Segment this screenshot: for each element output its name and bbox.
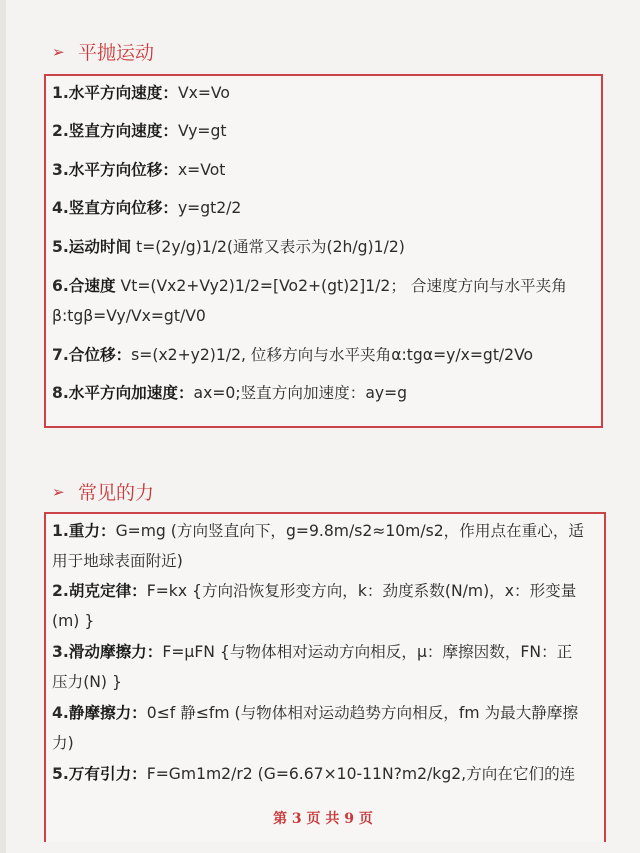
item-number: 4. <box>52 704 69 722</box>
item-number: 6. <box>52 277 69 295</box>
item-label: 静摩擦力： <box>68 704 147 722</box>
item-text-continued: β:tgβ=Vy/Vx=gt/V0 <box>52 307 206 325</box>
item-text: G=mg (方向竖直向下，g=9.8m/s2≈10m/s2，作用点在重心，适 <box>115 522 585 540</box>
list-item <box>52 516 596 576</box>
item-label: 合速度 <box>68 277 116 295</box>
list-item <box>52 232 593 262</box>
item-number: 7. <box>52 346 69 364</box>
list-item <box>52 193 593 223</box>
document-page <box>6 0 640 853</box>
item-text: Vx=Vo <box>177 84 230 102</box>
arrow-bullet-icon: ➢ <box>52 42 65 61</box>
item-text-continued: 压力(N) } <box>52 673 122 691</box>
item-text: Vy=gt <box>177 122 227 140</box>
item-text-continued: 力) <box>52 734 74 752</box>
item-label: 合位移： <box>68 346 132 364</box>
item-text: x=Vot <box>177 161 226 179</box>
item-number: 1. <box>52 522 69 540</box>
item-label: 水平方向速度： <box>68 84 178 102</box>
item-label: 胡克定律： <box>68 582 147 600</box>
list-item <box>52 116 593 146</box>
section-title-forces <box>52 478 154 505</box>
item-label: 水平方向加速度： <box>68 384 194 402</box>
item-text: t=(2y/g)1/2(通常又表示为(2h/g)1/2) <box>131 238 405 256</box>
item-text: F=kx {方向沿恢复形变方向，k：劲度系数(N/m)，x：形变量 <box>146 582 577 600</box>
item-label: 竖直方向速度： <box>68 122 178 140</box>
item-number: 2. <box>52 122 69 140</box>
list-item <box>52 271 593 331</box>
item-number: 3. <box>52 643 69 661</box>
item-text: F=Gm1m2/r2 (G=6.67×10-11N?m2/kg2,方向在它们的连 <box>146 765 576 783</box>
list-item <box>52 576 596 636</box>
list-item <box>52 698 596 758</box>
item-text-continued: (m) } <box>52 612 95 630</box>
item-number: 5. <box>52 765 69 783</box>
list-item <box>52 759 596 789</box>
arrow-bullet-icon: ➢ <box>52 482 65 501</box>
item-number: 2. <box>52 582 69 600</box>
item-text-continued: 用于地球表面附近) <box>52 552 183 570</box>
item-label: 竖直方向位移： <box>68 199 178 217</box>
list-item <box>52 78 593 108</box>
item-number: 3. <box>52 161 69 179</box>
item-number: 8. <box>52 384 69 402</box>
item-text: F=μFN {与物体相对运动方向相反，μ：摩擦因数，FN：正 <box>162 643 573 661</box>
item-text: 0≤f 静≤fm (与物体相对运动趋势方向相反，fm 为最大静摩擦 <box>146 704 579 722</box>
item-label: 重力： <box>68 522 116 540</box>
projectile-formula-box <box>44 74 603 428</box>
list-item <box>52 378 593 408</box>
item-label: 滑动摩擦力： <box>68 643 163 661</box>
list-item <box>52 340 593 370</box>
item-text: y=gt2/2 <box>177 199 242 217</box>
forces-formula-box <box>44 512 606 842</box>
item-label: 水平方向位移： <box>68 161 178 179</box>
section-title-text: 平抛运动 <box>78 42 155 64</box>
list-item <box>52 155 593 185</box>
item-text: s=(x2+y2)1/2, 位移方向与水平夹角α:tgα=y/x=gt/2Vo <box>131 346 534 364</box>
item-number: 1. <box>52 84 69 102</box>
section-title-projectile <box>52 38 154 65</box>
item-number: 5. <box>52 238 69 256</box>
list-item <box>52 637 596 697</box>
item-text: Vt=(Vx2+Vy2)1/2=[Vo2+(gt)2]1/2； 合速度方向与水平夹角 <box>115 277 567 295</box>
page-number-footer: 第 3 页 共 9 页 <box>273 811 373 827</box>
section-title-text: 常见的力 <box>78 482 155 504</box>
item-label: 万有引力： <box>68 765 147 783</box>
item-number: 4. <box>52 199 69 217</box>
item-text: ax=0;竖直方向加速度：ay=g <box>193 384 408 402</box>
item-label: 运动时间 <box>68 238 132 256</box>
